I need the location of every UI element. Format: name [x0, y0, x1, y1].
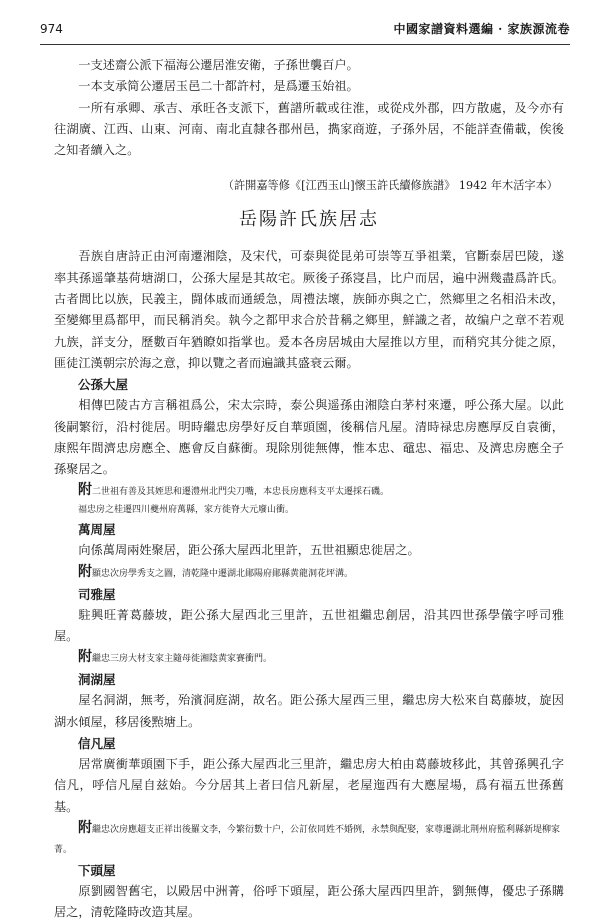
intro-line: 一所有承卿、承吉、承旺各支派下，舊譜所載或往淮，或從戍外郡，四方散處，及今亦有往湖廣、江西、山東、河南、南北直隸各郡州邑，擕家商遊，子孫外居，不能詳查備載，俟後之知者續入之。: [54, 100, 564, 158]
header-rule: [40, 44, 570, 45]
section-note: 附顯忠次房學秀支之圖，清乾隆中遷湖北鄖陽府鄖縣黄龍洞花坪溝。: [78, 563, 354, 580]
body-paragraph: 吾族自唐詩正由河南遷湘陰，及宋代，可泰與從昆弟可崇等互爭祖業，官斷泰居巴陵，遂率其孫遥肇基荷塘湖口，公孫大屋是其故宅。厥後子孫寖昌，比户而居，遍中洲幾盡爲許氏。古者閭比以族，民義主，闘体戚而通緩急，周禮法壞，族師亦與之亡，然鄉里之名相沿未改，至變鄉里爲都甲，而民稱消矣。執今之都甲求合於昔稱之鄉里，鮮識之者，故编户之章不若观九族，詳支分，歷數百年猶瞭如指掌也。爰本各房居城由大屋推以方里，而稍究其分徙之原，匪徒江漢朝宗於海之意，抑以覽之者而遍識其盛衰云爾。: [54, 249, 564, 370]
section-text: 相傳巴陵古方言稱祖爲公，宋太宗時，泰公與遥孫由湘陰白茅村來遷，呼公孫大屋。以此後嗣繁衍，沿村徙居。明時繼忠房學好反自華頭園，後稱信凡屋。清時禄忠房應厚反自袁衝，康熙年間濟忠房應全、應會反自蘇衝。現除別徙無傳，惟本忠、黿忠、福忠、及濟忠房應全子孫聚居之。: [54, 398, 564, 477]
section-text: 居常廣衝華頭園下手，距公孫大屋西北三里許，繼忠房大柏由葛藤坡移此，其曾孫興孔字信凡，呼信凡屋自兹始。今分居其上者曰信凡新屋，老屋迤西有大應屋場，爲有福五世孫舊基。: [54, 756, 564, 814]
section-note: 附繼忠三房大材支家主隨母徙湘陰黄家賽衝門。: [78, 649, 273, 666]
document-title: 岳陽許氏族居志: [239, 209, 379, 231]
section-heading: 萬周屋: [78, 522, 116, 538]
section-heading: 信凡屋: [78, 735, 116, 751]
running-header: [40, 18, 570, 40]
section-heading: 司雅屋: [78, 586, 116, 602]
section-text: 向係萬周兩姓聚居，距公孫大屋西北里許，五世祖顯忠徙居之。: [78, 543, 420, 558]
appendix-marker: 附: [78, 649, 92, 666]
section-text: 原劉國智舊宅，以殿居中洲菁，俗呼下頭屋，距公孫大屋西四里許，劉無傳，優忠子孫購居之，清乾隆時改造其屋。: [54, 883, 564, 920]
appendix-marker: 附: [78, 482, 92, 499]
section-text: 屋名洞湖，無考，殆濱洞庭湖，故名。距公孫大屋西三里，繼忠房大松來自葛藤坡，旋因湖水傾屋，移居後㸃塘上。: [54, 693, 564, 729]
section-heading: 下頭屋: [78, 862, 116, 878]
appendix-marker: 附: [78, 819, 92, 836]
book-title: 中國家譜資料選編 · 家族源流卷: [393, 22, 570, 36]
page-number: 974: [40, 22, 63, 36]
page-content: [54, 55, 564, 923]
source-citation: （許開嘉等修《[江西玉山]懷玉許氏續修族譜》 1942 年木活字本）: [222, 179, 558, 193]
section-text: 駐興旺菁葛藤坡，距公孫大屋西北三里許，五世祖繼忠創居，沿其四世孫學儀字呼司雅屋。: [54, 607, 564, 644]
section-heading: 洞湖屋: [78, 672, 116, 688]
section-note: 福忠房之桂遷四川夔州府萬縣，家方徙脊大元廢山衝。: [78, 505, 295, 516]
appendix-marker: 附: [78, 563, 92, 580]
intro-line: 一支述齋公派下福海公遷居淮安衛，子孫世襲百户。: [78, 58, 359, 72]
intro-line: 一本支承简公遷居玉邑二十都許村，是爲遷玉始祖。: [78, 79, 359, 94]
section-note: 附繼忠次房應超支正祥出後羅文李，今繁衍數十户，公訂依同姓不婚例，永禁與配娶，家尊遷湖北荆州府監利縣新堤柳家菁。: [54, 819, 561, 855]
section-note: 附二世祖有善及其姪思和遷澧州北門尖刀嘴，本忠長房應科支平太遷採石磯。: [78, 482, 390, 499]
section-heading: 公孫大屋: [78, 377, 129, 393]
